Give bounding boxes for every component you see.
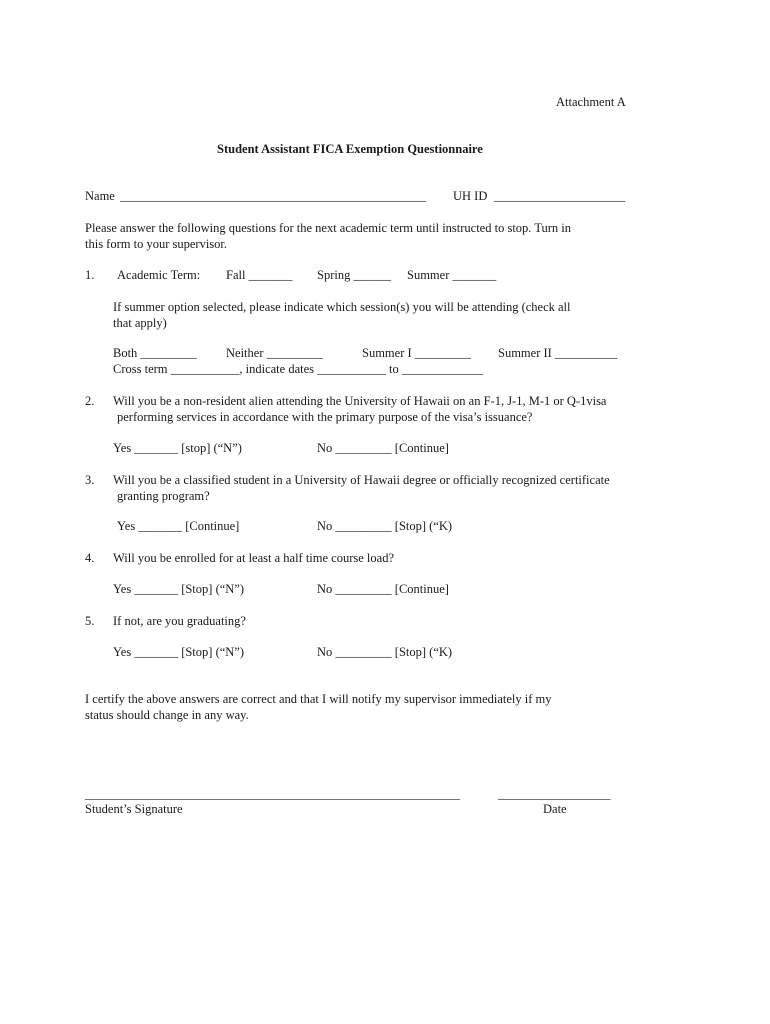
uhid-label: UH ID: [453, 189, 488, 203]
q5-text-line-1: If not, are you graduating?: [113, 614, 246, 628]
certification-line-2: status should change in any way.: [85, 708, 249, 722]
q4-number: 4.: [85, 551, 95, 565]
q4-text-line-1: Will you be enrolled for at least a half time course load?: [113, 551, 394, 565]
date-label: Date: [543, 802, 567, 816]
date-line[interactable]: __________________: [498, 787, 611, 801]
q3-yes-option[interactable]: Yes _______ [Continue]: [117, 519, 240, 533]
q1-fall-option[interactable]: Fall _______: [226, 268, 293, 282]
q4-yes-option[interactable]: Yes _______ [Stop] (“N”): [113, 582, 245, 596]
q1-note-line-1: If summer option selected, please indicate which session(s) you will be attending (check all: [113, 300, 571, 314]
q1-note-line-2: that apply): [113, 316, 167, 330]
instructions-line-1: Please answer the following questions for the next academic term until instructed to stop. Turn in: [85, 221, 572, 235]
q1-summer-i-option[interactable]: Summer I _________: [362, 346, 472, 360]
q2-number: 2.: [85, 394, 95, 408]
q4-no-option[interactable]: No _________ [Continue]: [317, 582, 449, 596]
q2-no-option[interactable]: No _________ [Continue]: [317, 441, 449, 455]
signature-label: Student’s Signature: [85, 802, 183, 816]
q1-summer-option[interactable]: Summer _______: [407, 268, 497, 282]
q2-text-line-1: Will you be a non-resident alien attending the University of Hawaii on an F-1, J-1, M-1 or Q-1visa: [113, 394, 607, 408]
q1-both-option[interactable]: Both _________: [113, 346, 197, 360]
q3-text-line-2: granting program?: [117, 489, 210, 503]
q5-no-option[interactable]: No _________ [Stop] (“K): [317, 645, 453, 659]
certification-line-1: I certify the above answers are correct and that I will notify my supervisor immediately if my: [85, 692, 552, 706]
name-label: Name: [85, 189, 115, 203]
q1-neither-option[interactable]: Neither _________: [226, 346, 323, 360]
q2-text-line-2: performing services in accordance with the primary purpose of the visa’s issuance?: [117, 410, 533, 424]
q3-number: 3.: [85, 473, 95, 487]
uhid-field[interactable]: _____________________: [494, 189, 626, 203]
q1-number: 1.: [85, 268, 95, 282]
q3-no-option[interactable]: No _________ [Stop] (“K): [317, 519, 453, 533]
page-title: Student Assistant FICA Exemption Questionnaire: [217, 142, 483, 156]
name-field[interactable]: _________________________________________________: [120, 189, 427, 203]
instructions-line-2: this form to your supervisor.: [85, 237, 228, 251]
q5-yes-option[interactable]: Yes _______ [Stop] (“N”): [113, 645, 245, 659]
q1-label: Academic Term:: [117, 268, 201, 282]
attachment-label: Attachment A: [556, 95, 626, 109]
q1-cross-term-option[interactable]: Cross term ___________, indicate dates ___________ to _____________: [113, 362, 484, 376]
q5-number: 5.: [85, 614, 95, 628]
q1-spring-option[interactable]: Spring ______: [317, 268, 391, 282]
q2-yes-option[interactable]: Yes _______ [stop] (“N”): [113, 441, 242, 455]
q3-text-line-1: Will you be a classified student in a University of Hawaii degree or officially recognized certificate: [113, 473, 610, 487]
signature-line[interactable]: ____________________________________________________________: [85, 787, 460, 801]
q1-summer-ii-option[interactable]: Summer II __________: [498, 346, 618, 360]
